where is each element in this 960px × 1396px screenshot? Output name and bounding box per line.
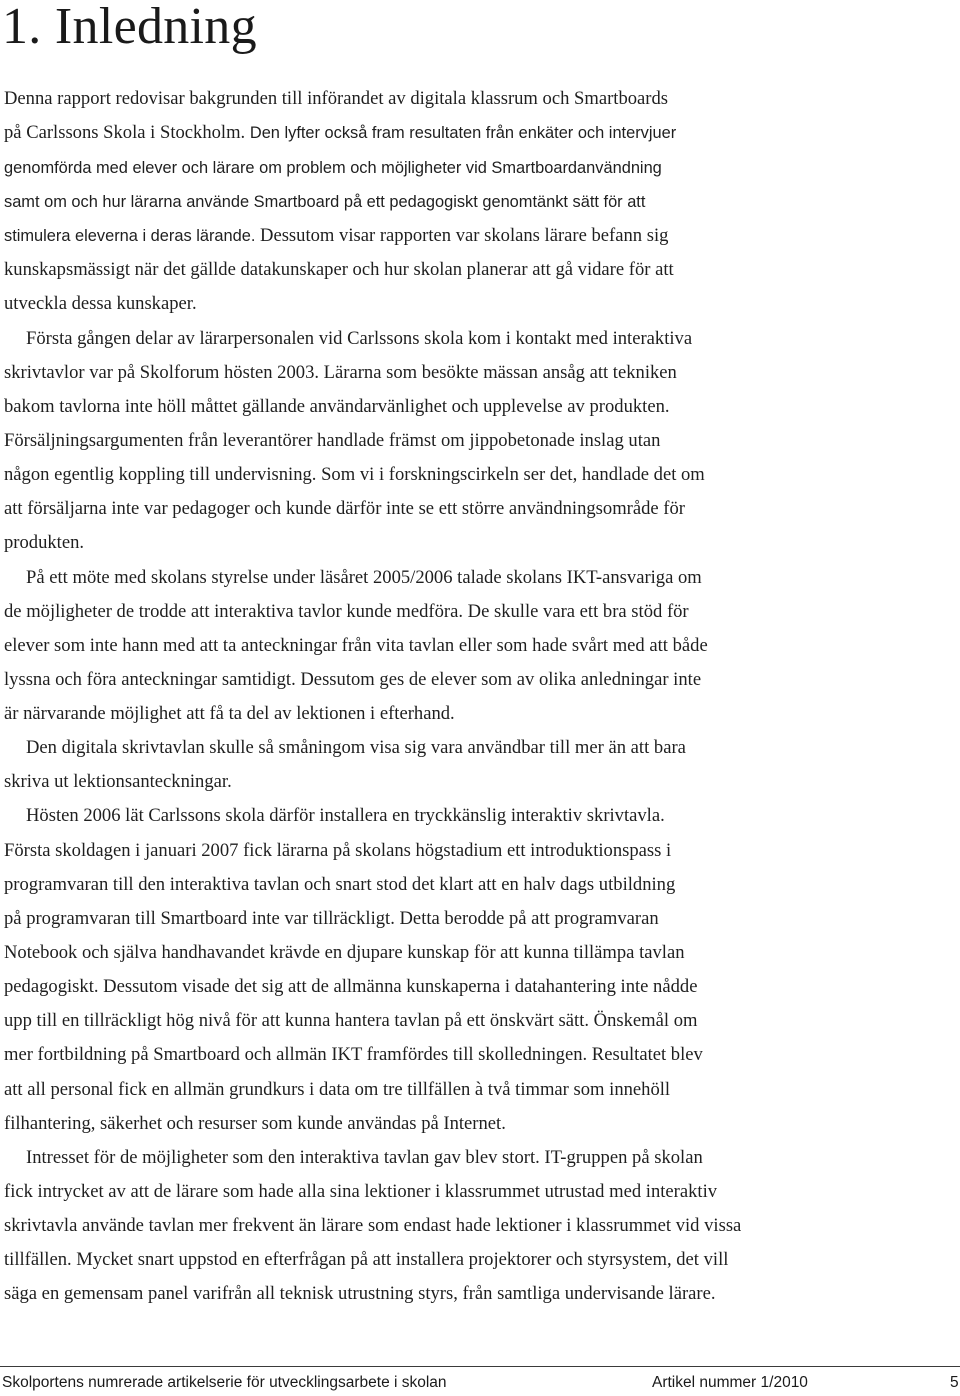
text-line [4, 1248, 728, 1271]
text-line [4, 975, 697, 998]
text-line [26, 1146, 703, 1169]
text-line [4, 395, 670, 418]
text-segment: Dessutom visar rapporten var skolans lärare befann sig [260, 225, 669, 246]
text-segment: Notebook och själva handhavandet krävde en djupare kunskap för att kunna tillämpa tavlan [4, 942, 685, 963]
text-line [4, 1112, 506, 1135]
text-segment: någon egentlig koppling till undervisning. Som vi i forskningscirkeln ser det, handlade det om [4, 464, 705, 485]
text-segment: genomförda med elever och lärare om problem och möjligheter vid Smartboardanvändning [4, 159, 662, 177]
text-segment: pedagogiskt. Dessutom visade det sig att de allmänna kunskaperna i datahantering inte nådde [4, 976, 698, 997]
text-segment: utveckla dessa kunskaper. [4, 293, 197, 314]
text-segment: de möjligheter de trodde att interaktiva tavlor kunde medföra. De skulle vara ett bra stöd för [4, 601, 689, 622]
text-segment: på programvaran till Smartboard inte var tillräckligt. Detta berodde på att programvaran [4, 908, 659, 929]
text-line [4, 1214, 741, 1237]
footer-rule [0, 1366, 960, 1367]
text-line [4, 497, 685, 520]
text-line [4, 907, 659, 930]
footer-series-title: Skolportens numrerade artikelserie för utvecklingsarbete i skolan [2, 1374, 447, 1391]
text-segment: Första gången delar av lärarpersonalen vid Carlssons skola kom i kontakt med interaktiva [26, 328, 693, 349]
text-segment: Den digitala skrivtavlan skulle så småningom visa sig vara användbar till mer än att bara [26, 737, 686, 758]
text-line [4, 1078, 670, 1101]
text-segment: lyssna och föra anteckningar samtidigt. Dessutom ges de elever som av olika anledningar inte [4, 669, 702, 690]
text-segment: mer fortbildning på Smartboard och allmän IKT framfördes till skolledningen. Resultatet blev [4, 1044, 703, 1065]
text-line [4, 190, 645, 213]
text-segment: säga en gemensam panel varifrån all teknisk utrustning styrs, från samtliga undervisande lärare. [4, 1283, 716, 1304]
text-line [4, 1282, 716, 1305]
text-segment: tillfällen. Mycket snart uppstod en efterfrågan på att installera projektorer och styrsystem, det vill [4, 1249, 729, 1270]
text-line [4, 1043, 703, 1066]
text-segment: Intresset för de möjligheter som den interaktiva tavlan gav blev stort. IT-gruppen på skolan [26, 1147, 703, 1168]
text-line [4, 941, 685, 964]
text-line [4, 1180, 717, 1203]
text-segment: fick intrycket av att de lärare som hade alla sina lektioner i klassrummet utrustad med interaktiv [4, 1181, 718, 1202]
text-line [4, 531, 84, 554]
text-line [4, 224, 668, 247]
text-segment: samt om och hur lärarna använde Smartboard på ett pedagogiskt genomtänkt sätt för att [4, 193, 646, 211]
text-line [4, 121, 676, 144]
text-line [4, 361, 677, 384]
text-line [4, 668, 701, 691]
text-line [4, 156, 662, 179]
text-segment: Försäljningsargumenten från leverantörer handlade främst om jippobetonade inslag utan [4, 430, 661, 451]
text-segment: Första skoldagen i januari 2007 fick lärarna på skolans högstadium ett introduktionspass i [4, 840, 672, 861]
text-segment: Denna rapport redovisar bakgrunden till införandet av digitala klassrum och Smartboards [4, 88, 669, 109]
text-segment: produkten. [4, 532, 85, 553]
text-line [26, 327, 692, 350]
text-segment: skrivtavla använde tavlan mer frekvent än lärare som endast hade lektioner i klassrummet vid vissa [4, 1215, 742, 1236]
text-line [26, 736, 686, 759]
text-line [4, 839, 671, 862]
text-segment: bakom tavlorna inte höll måttet gällande användarvänlighet och upplevelse av produkten. [4, 396, 670, 417]
text-line [4, 463, 705, 486]
footer-page-number: 5 [950, 1374, 959, 1391]
text-segment: är närvarande möjlighet att få ta del av lektionen i efterhand. [4, 703, 455, 724]
text-segment: elever som inte hann med att ta anteckningar från vita tavlan eller som hade svårt med att både [4, 635, 708, 656]
text-segment: på Carlssons Skola i Stockholm. [4, 122, 250, 143]
text-line [4, 600, 689, 623]
text-line [4, 873, 675, 896]
text-line [4, 1009, 697, 1032]
text-line [4, 292, 197, 315]
text-segment: filhantering, säkerhet och resurser som kunde användas på Internet. [4, 1113, 506, 1134]
text-segment: Hösten 2006 lät Carlssons skola därför installera en tryckkänslig interaktiv skrivtavla. [26, 805, 665, 826]
footer-article-number: Artikel nummer 1/2010 [652, 1374, 808, 1391]
text-segment: Den lyfter också fram resultaten från enkäter och intervjuer [249, 124, 677, 142]
text-segment: skrivtavlor var på Skolforum hösten 2003. Lärarna som besökte mässan ansåg att tekniken [4, 362, 677, 383]
text-line [4, 87, 668, 110]
text-segment: att försäljarna inte var pedagoger och kunde därför inte se ett större användningsområde för [4, 498, 685, 519]
text-line [4, 702, 455, 725]
text-segment: kunskapsmässigt när det gällde datakunskaper och hur skolan planerar att gå vidare för att [4, 259, 674, 280]
text-line [4, 634, 708, 657]
chapter-heading: 1. Inledning [2, 0, 257, 55]
text-segment: stimulera eleverna i deras lärande. [4, 227, 261, 245]
text-segment: På ett möte med skolans styrelse under läsåret 2005/2006 talade skolans IKT-ansvariga om [26, 567, 702, 588]
text-line [4, 258, 674, 281]
text-line [4, 429, 660, 452]
text-segment: skriva ut lektionsanteckningar. [4, 771, 232, 792]
text-line [26, 566, 702, 589]
text-segment: upp till en tillräckligt hög nivå för att kunna hantera tavlan på ett önskvärt sätt. Önskemål om [4, 1010, 698, 1031]
text-segment: att all personal fick en allmän grundkurs i data om tre tillfällen à två timmar som innehöll [4, 1079, 671, 1100]
text-line [26, 804, 665, 827]
text-line [4, 770, 232, 793]
text-segment: programvaran till den interaktiva tavlan och snart stod det klart att en halv dags utbildning [4, 874, 676, 895]
